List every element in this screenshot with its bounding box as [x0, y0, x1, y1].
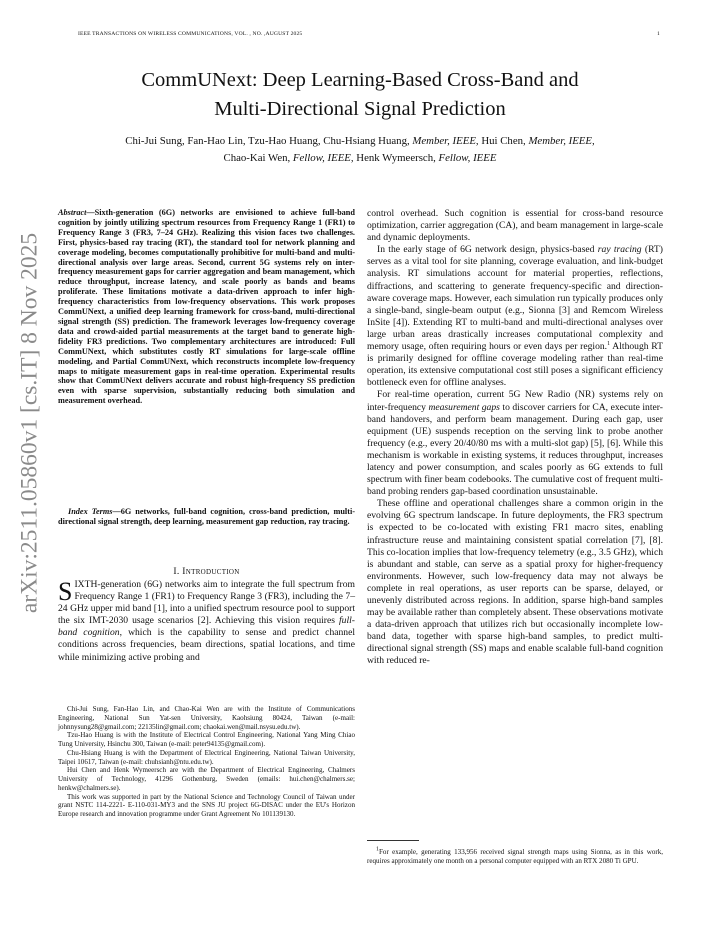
- intro-smallcaps: IXTH: [74, 579, 98, 590]
- intro-text: , which is the capability to sense and predict channel conditions across frequencies, beam directions, spatial locations, and time while minimizing active probing and: [58, 627, 356, 663]
- right-column-body: [367, 208, 663, 668]
- author-role: Member, IEEE,: [412, 135, 479, 147]
- index-terms: [58, 507, 355, 527]
- body-emphasis: ray tracing: [597, 244, 642, 256]
- body-paragraph: These offline and operational challenges share a common origin in the evolving 6G spectrum landscape. In future deployments, the FR3 spectrum is expected to be co-located with existing FR1 macro sites, enabling infrastructure reuse and maintaining consistent spatial correlation [7], [8]. This co-location implies that low-frequency telemetry (e.g., 3.5 GHz), which is abundant and stable, can serve as a spatial proxy for higher-frequency environments. However, such low-frequency data may not always be complete in real operations, as user reports can be sparse, delayed, or unevenly distributed across regions. In addition, sparse high-band samples may be available rather than completely absent. These observations motivate a data-driven approach that utilizes rich but occasionally incomplete low-band data, together with sparse high-band samples, to predict multi-directional signal strength (SS) maps and enable scalable full-band cognition with reduced re-: [367, 498, 663, 667]
- body-emphasis: measurement gaps: [428, 401, 500, 413]
- author-role: Fellow, IEEE: [438, 152, 497, 164]
- index-terms-label: Index Terms: [68, 507, 113, 516]
- body-paragraph: [367, 389, 663, 498]
- title-line-1: CommUNext: Deep Learning-Based Cross-Band and: [141, 69, 579, 91]
- intro-paragraph: [58, 579, 355, 664]
- author-role: Fellow, IEEE,: [292, 152, 354, 164]
- author-line-2: [70, 150, 650, 167]
- paper-title: [70, 66, 650, 124]
- footnote-rule: [367, 840, 419, 841]
- section-number: I.: [173, 566, 180, 577]
- footnote-affiliation: Hui Chen and Henk Wymeersch are with the Department of Electrical Engineering, Chalmers University of Technology, 41296 Gothenburg, Sweden (emails: hui.chen@chalmers.se; henkw@chalmers.se).: [58, 766, 355, 792]
- footnote-affiliation: Tzu-Hao Huang is with the Institute of Electrical Control Engineering, National Yang Ming Chiao Tung University, Hsinchu 300, Taiwan (e-mail: peter94135@gmail.com).: [58, 731, 355, 748]
- page-number: 1: [657, 31, 660, 37]
- author-line-1: [70, 133, 650, 150]
- body-text: (RT) serves as a vital tool for site planning, coverage evaluation, and link-budget analysis. RT simulations account for material properties, reflections, diffractions, and scattering to generate frequency-specific and direction-aware coverage maps. However, each simulation run typically produces only a single-band, single-beam output (e.g., Sionna [3] and Remcom Wireless InSite [4]). Extending RT to multi-band and multi-directional analyses over large urban areas drastically increases computational complexity and memory usage, often requiring hours or even days per region.: [367, 244, 663, 353]
- abstract-label: Abstract: [58, 208, 87, 217]
- body-paragraph: [367, 244, 663, 389]
- abstract-text: —Sixth-generation (6G) networks are envisioned to achieve full-band cognition by jointly utilizing spectrum resources from Frequency Range 1 (FR1) to Frequency Range 3 (FR3, 7–24 GHz). Realizing this vision faces two challenges. First, physics-based ray tracing (RT), the standard tool for network planning and coverage modeling, becomes computationally prohibitive for multi-band and multi-directional analysis over large areas. Second, current 5G systems rely on inter-frequency measurement gaps for carrier aggregation and beam management, which reduce throughput, increase latency, and scale poorly as bands and beams proliferate. These limitations motivate a data-driven approach to infer high-frequency characteristics from low-frequency observations. This work proposes CommUNext, a unified deep learning framework for cross-band, multi-directional signal strength (SS) prediction. The framework leverages low-frequency coverage data and crowd-aided partial measurements at the target band to generate high-fidelity FR3 predictions. Two complementary architectures are introduced: Full CommUNext, which substitutes costly RT simulations for large-scale offline modeling, and Partial CommUNext, which reconstructs incomplete low-frequency maps to mitigate measurement gaps in real-time operation. Experimental results show that CommUNext delivers accurate and robust high-frequency SS prediction even with sparse supervision, substantially reducing both simulation and measurement overhead.: [58, 208, 355, 406]
- footnote-affiliation: Chu-Hsiang Huang is with the Department of Electrical Engineering, National Taiwan University, Taipei 10617, Taiwan (e-mail: chuhsianh@ntu.edu.tw).: [58, 748, 355, 766]
- author-names: Hui Chen,: [478, 135, 529, 147]
- body-text: Although RT is primarily designed for offline coverage modeling rather than real-time operation, its extensive computational cost still poses a significant efficiency bottleneck even for offline analyses.: [367, 341, 663, 389]
- section-title: Introduction: [182, 566, 240, 577]
- footnote-text: For example, generating 133,956 received signal strength maps using Sionna, as in this work, requires approximately one month on a personal computer equipped with an RTX 2080 Ti GPU.: [367, 848, 663, 865]
- author-names: Henk Wymeersch,: [353, 152, 439, 164]
- footnote-marker[interactable]: 1: [607, 340, 611, 347]
- author-role: Member, IEEE,: [528, 135, 595, 147]
- index-terms-text: —6G networks, full-band cognition, cross-band prediction, multi-directional signal strength, deep learning, measurement gap reduction, ray tracing.: [58, 507, 355, 526]
- body-text: to discover carriers for CA, execute inter-band handovers, and perform beam management. During each gap, user equipment (UE) suspends reception on the serving link to probe another frequency (e.g., every 20/40/80 ms with a multi-slot gap) [5], [6]. While this mechanism is workable in existing systems, it reduces throughput, increases latency and power consumption, and scales poorly as 6G extends to full spectrum with finer beam codebooks. The cumulative cost of frequent multi-band probing renders gap-based coordination unsustainable.: [367, 401, 663, 498]
- footnote-affiliation: Chi-Jui Sung, Fan-Hao Lin, and Chao-Kai Wen are with the Institute of Communications Engineering, National Sun Yat-sen University, Kaohsiung 80424, Taiwan (e-mail: johnnysung28@gmail.com; 22135lin@gmail.com; chaokai.wen@mail.nsysu.edu.tw).: [58, 705, 355, 731]
- footnote-1: [367, 848, 663, 866]
- body-paragraph: control overhead. Such cognition is essential for cross-band resource optimization, carrier aggregation (CA), and beam management in large-scale and dynamic deployments.: [367, 208, 663, 244]
- footnote-mark: 1: [376, 846, 379, 853]
- body-text: In the early stage of 6G network design, physics-based: [377, 244, 598, 256]
- intro-text: -generation (6G) networks aim to integrate the full spectrum from Frequency Range 1 (FR1) to Frequency Range 3 (FR3), including the 7–24 GHz upper mid band [1], into a unified spectrum resource pool to support the six IMT-2030 usage scenarios [2]. Achieving this vision requires: [58, 579, 355, 627]
- arxiv-stamp-text: arXiv:2511.05860v1 [cs.IT] 8 Nov 2025: [16, 232, 43, 614]
- author-names: Chao-Kai Wen,: [223, 152, 293, 164]
- title-line-2: Multi-Directional Signal Prediction: [214, 98, 506, 120]
- footnote-funding: This work was supported in part by the National Science and Technology Council of Taiwan under grant NSTC 114-2221- E-110-031-MY3 and the SNS JU project 6G-DISAC under the EU's Horizon Europe research and innovation programme under Grant Agreement No 101139130.: [58, 792, 355, 818]
- section-heading: [58, 566, 355, 577]
- author-names: Chi-Jui Sung, Fan-Hao Lin, Tzu-Hao Huang, Chu-Hsiang Huang,: [125, 135, 413, 147]
- running-header: IEEE TRANSACTIONS ON WIRELESS COMMUNICATIONS, VOL. , NO. ,AUGUST 2025: [78, 31, 303, 37]
- affiliation-footnotes: [58, 705, 355, 819]
- intro-emphasis: full-band cognition: [58, 615, 355, 639]
- abstract: [58, 208, 355, 406]
- body-text: For real-time operation, current 5G New Radio (NR) systems rely on inter-frequency: [367, 389, 663, 413]
- drop-cap: S: [58, 577, 73, 606]
- author-list: [70, 133, 650, 167]
- arxiv-stamp[interactable]: [4, 184, 56, 662]
